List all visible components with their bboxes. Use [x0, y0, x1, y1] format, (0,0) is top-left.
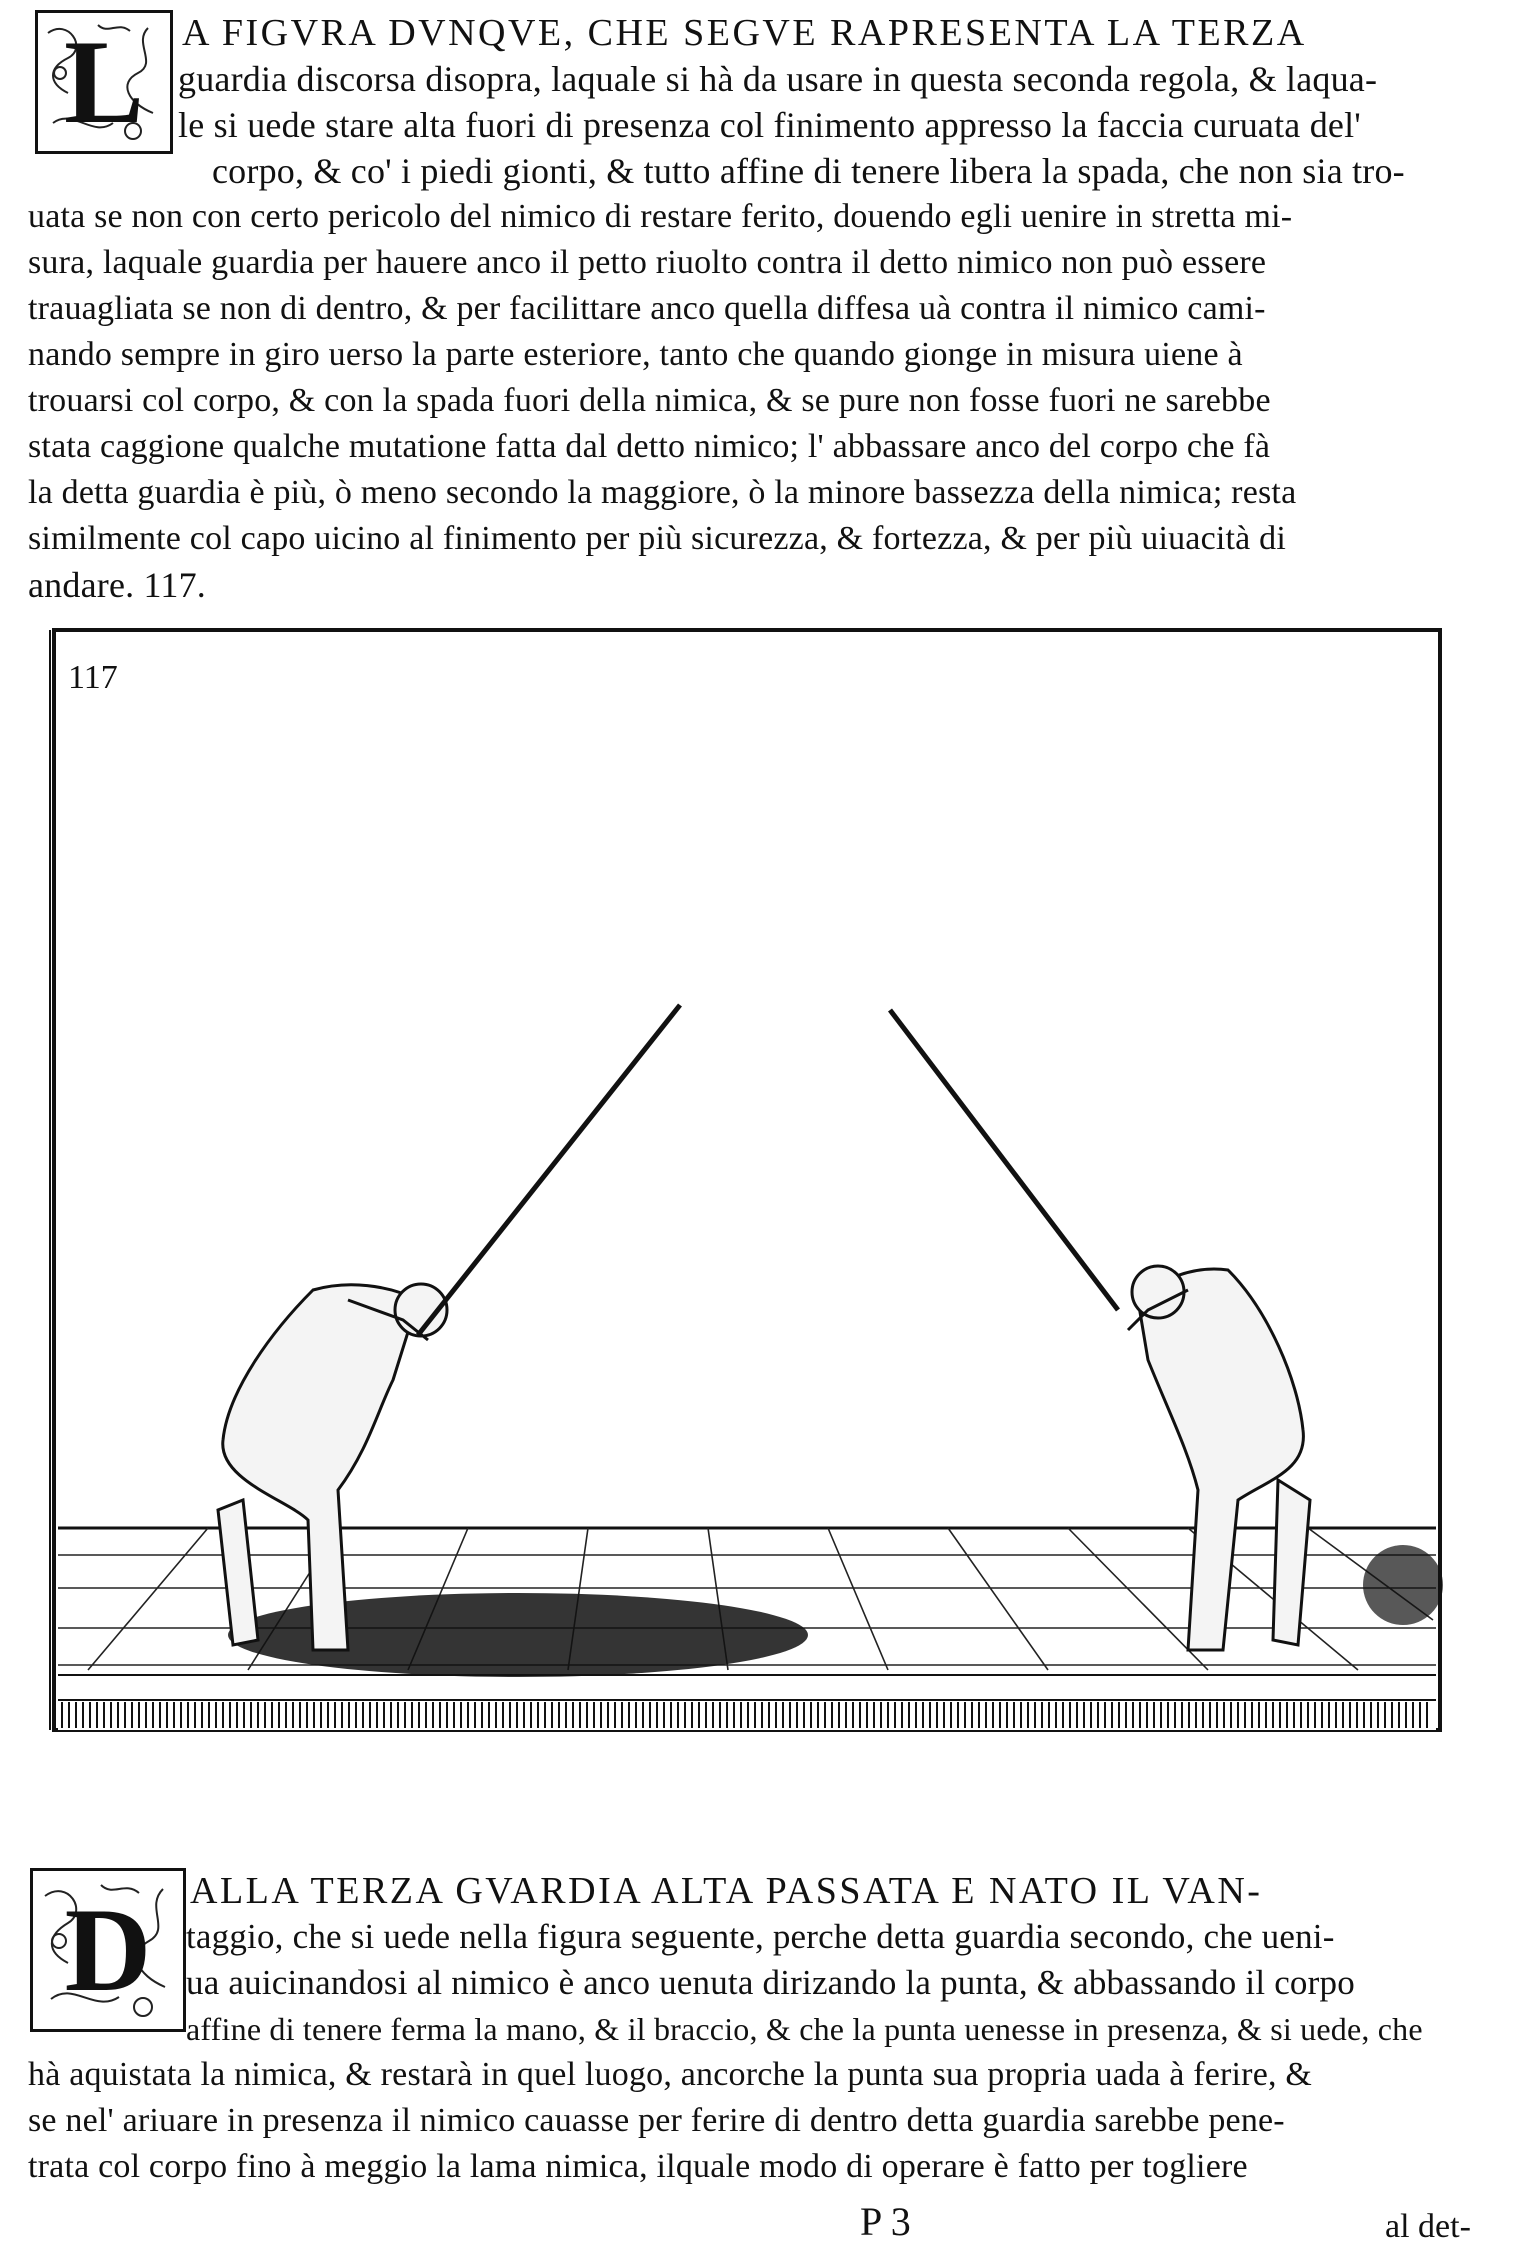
text-line: la detta guardia è più, ò meno secondo la maggiore, ò la minore bassezza della nimica; resta	[28, 474, 1297, 511]
text-line: taggio, che si uede nella figura seguente, perche detta guardia secondo, che ueni-	[186, 1917, 1335, 1956]
initial-letter: L	[63, 15, 145, 148]
text-line: sura, laquale guardia per hauere anco il petto riuolto contra il detto nimico non può essere	[28, 244, 1267, 281]
text-line: se nel' ariuare in presenza il nimico cauasse per ferire di dentro detta guardia sarebbe pene-	[28, 2102, 1285, 2139]
text-line: nando sempre in giro uerso la parte esteriore, tanto che quando gionge in misura uiene à	[28, 336, 1243, 373]
text-line: le si uede stare alta fuori di presenza col finimento appresso la faccia curuata del'	[178, 105, 1361, 145]
text-line: trouarsi col corpo, & con la spada fuori della nimica, & se pure non fosse fuori ne sarebbe	[28, 382, 1271, 419]
text-line: andare. 117.	[28, 565, 206, 605]
signature-mark: P 3	[860, 2199, 911, 2244]
text-line: A FIGVRA DVNQVE, CHE SEGVE RAPRESENTA LA TERZA	[182, 12, 1307, 54]
text-line: affine di tenere ferma la mano, & il braccio, & che la punta uenesse in presenza, & si uede, che	[186, 2011, 1423, 2047]
initial-letter: D	[64, 1883, 152, 2016]
text-line: uata se non con certo pericolo del nimico di restare ferito, douendo egli uenire in stretta mi-	[28, 198, 1293, 235]
text-line: corpo, & co' i piedi gionti, & tutto affine di tenere libera la spada, che non sia tro-	[212, 151, 1405, 191]
text-line: similmente col capo uicino al finimento per più sicurezza, & fortezza, & per più uiuacità di	[28, 520, 1287, 557]
text-line: trauagliata se non di dentro, & per facilittare anco quella diffesa uà contra il nimico cami-	[28, 290, 1266, 327]
catchword: al det-	[1385, 2208, 1471, 2245]
text-line: guardia discorsa disopra, laquale si hà da usare in questa seconda regola, & laqua-	[178, 59, 1378, 99]
fencing-plate-illustration	[48, 620, 1448, 1755]
text-line: ALLA TERZA GVARDIA ALTA PASSATA E NATO IL VAN-	[190, 1870, 1263, 1912]
text-line: stata caggione qualche mutatione fatta dal detto nimico; l' abbassare anco del corpo che fà	[28, 428, 1271, 465]
plate-number: 117	[68, 659, 118, 696]
decorated-initial-l	[35, 10, 173, 154]
text-line: hà aquistata la nimica, & restarà in quel luogo, ancorche la punta sua propria uada à ferire, &	[28, 2056, 1313, 2093]
decorated-initial-d	[30, 1868, 186, 2032]
text-line: ua auicinandosi al nimico è anco uenuta dirizando la punta, & abbassando il corpo	[186, 1963, 1355, 2002]
text-line: trata col corpo fino à meggio la lama nimica, ilquale modo di operare è fatto per togliere	[28, 2148, 1248, 2185]
